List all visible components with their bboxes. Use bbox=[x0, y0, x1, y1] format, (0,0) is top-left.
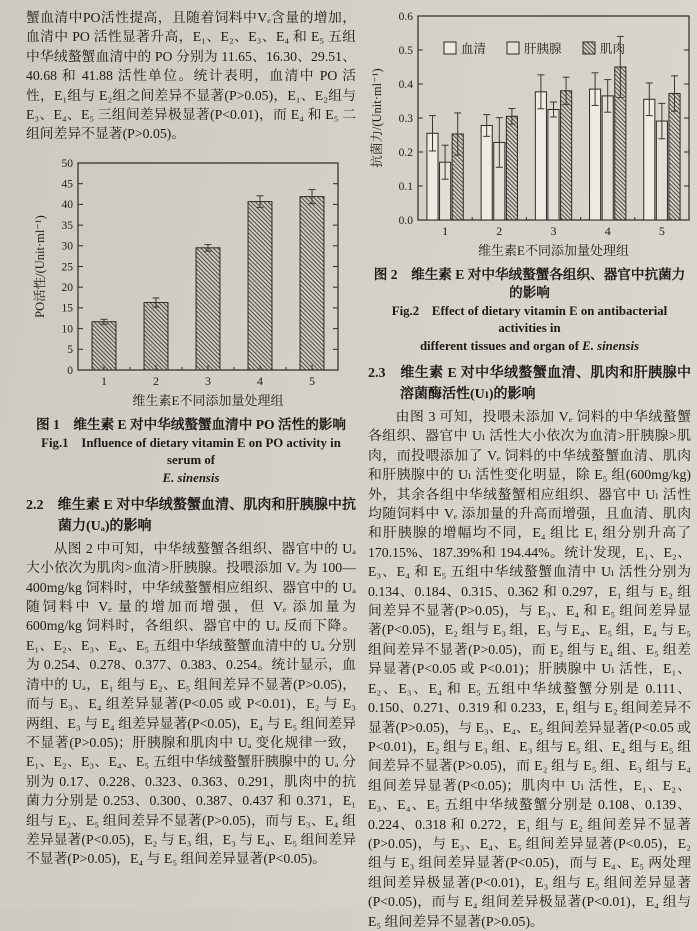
bar bbox=[590, 89, 601, 220]
legend-swatch bbox=[444, 42, 456, 54]
bar bbox=[506, 116, 517, 220]
y-tick-label: 45 bbox=[61, 178, 73, 191]
figure-2 bbox=[368, 8, 691, 355]
y-tick-label: 30 bbox=[61, 240, 73, 253]
bar bbox=[248, 201, 272, 369]
figure2-caption-species: E. sinensis bbox=[582, 339, 640, 353]
figure-1 bbox=[26, 154, 356, 487]
figure2-caption-en-line1: Fig.2 Effect of dietary vitamin E on antibacterial activities in bbox=[391, 304, 668, 335]
y-tick-label: 0.5 bbox=[398, 44, 413, 57]
y-tick-label: 5 bbox=[67, 343, 73, 356]
y-tick-label: 50 bbox=[61, 157, 73, 170]
bar bbox=[644, 99, 655, 220]
figure2-caption-zh: 图 2 维生素 E 对中华绒螯蟹各组织、器官中抗菌力的影响 bbox=[373, 267, 686, 300]
bar bbox=[602, 96, 613, 220]
figure2-caption-en-line2 bbox=[368, 338, 691, 355]
y-tick-label: 15 bbox=[61, 302, 73, 315]
y-tick-label: 0.2 bbox=[398, 146, 413, 159]
section-2-2-heading: 2.2 维生素 E 对中华绒螯蟹血清、肌肉和肝胰腺中抗菌力(Uₐ)的影响 bbox=[26, 497, 356, 534]
bar bbox=[481, 125, 492, 220]
x-axis-label: 维生素E不同添加量处理组 bbox=[132, 392, 284, 408]
x-tick-label: 2 bbox=[496, 224, 503, 238]
section-2-3-heading: 2.3 维生素 E 对中华绒螯蟹血清、肌肉和肝胰腺中溶菌酶活性(Uₗ)的影响 bbox=[368, 366, 691, 402]
section-2-2-body: 从图 2 中可知，中华绒螯蟹各组织、器官中的 Uₐ 大小依次为肌肉>血清>肝胰腺。投喂添加 Vₑ 为 100—400mg/kg 饲料时，中华绒螯蟹相应组织、器官中的 Uₐ 随饲料中 Vₑ 量的增加而增强，但 Vₑ 添加量为 600mg/kg 饲料时，各组织、器官中的 Uₐ 反而下降。E₁、E₂、E₃、E₄、E₅ 五组中华绒螯蟹血清中的 Uₐ 分别为 0.254、0.278、0.377、0.383、0.254。统计显示，血清中的 Uₐ，E₁ 组与 E₂、E₅ 组间差异不显著(P>0.05)，而与 E₃、E₄ 组差异显著(P<0.05 或 P<0.01)，E₂ 与 E₃ 两组、E₃ 与 E₄ 组差异显著(P<0.05)，E₄ 与 E₅ 组间差异不显著(P>0.05)；肝胰腺和肌肉中 Uₐ 变化规律一致，E₁、E₂、E₃、E₄、E₅ 五组中华绒螯蟹肝胰腺中的 Uₐ 分别为 0.17、0.228、0.323、0.363、0.291，肌肉中的抗菌力分别是 0.253、0.300、0.387、0.437 和 0.371，E₁ 组与 E₂、E₅ 组间差异不显著(P>0.05)，而与 E₃、E₄ 组差异显著(P<0.05)，E₂ 与 E₃ 组，E₃ 与 E₄、E₅ 组间差异不显著(P>0.05)，E₄ 与 E₅ 组间差异显著(P<0.05)。 bbox=[26, 540, 356, 867]
x-tick-label: 4 bbox=[604, 224, 611, 238]
section-2-3-body: 由图 3 可知，投喂未添加 Vₑ 饲料的中华绒螯蟹各组织、器官中 Uₗ 活性大小依次为血清>肝胰腺>肌肉，而投喂添加了 Vₑ 饲料的中华绒螯蟹血清、肌肉和肝胰腺中的 Uₗ 活性变化明显，除 E₅ 组(600mg/kg)外，其余各组中华绒螯蟹相应组织、器官中 Uₗ 活性均随饲料中 Vₑ 添加量的升高而增强，且血清、肌肉和肝胰腺的增幅均不同，E₄ 组比 E₁ 组分别升高了 170.15%、187.39%和 194.44%。统计发现，E₁、E₂、E₃、E₄ 和 E₅ 五组中华绒螯蟹血清中 Uₗ 活性分别为 0.134、0.184、0.315、0.362 和 0.297，E₁ 组与 E₂ 组间差异不显著(P>0.05)，与 E₃、E₄ 和 E₅ 组间差异显著(P<0.05)，E₂ 组与 E₃ 组，E₃ 与 E₄、E₅ 组，E₄ 与 E₅ 组间差异不显著(P>0.05)，而 E₂ 组与 E₄ 组、E₅ 组差异显著(P<0.05 或 P<0.01)；肝胰腺中 Uₗ 活性，E₁、E₂、E₃、E₄ 和 E₅ 五组中华绒螯蟹分别是 0.111、0.150、0.271、0.319 和 0.233，E₁ 组与 E₂ 组间差异不显著(P>0.05)，与 E₃、E₄、E₅ 组间差异显著(P<0.05 或 P<0.01)，E₂ 组与 E₃ 组、E₃ 组与 E₅ 组、E₄ 组与 E₅ 组间差异不显著(P>0.05)，而 E₂ 组与 E₅ 组、E₃ 组与 E₄ 组间差异显著(P<0.05)；肌肉中 Uₗ 活性，E₁、E₂、E₃、E₄、E₅ 五组中华绒螯蟹分别是 0.108、0.139、0.224、0.318 和 0.272，E₁ 组与 E₂ 组间差异不显著(P>0.05)，与 E₃、E₄、E₅ 组间差异显著(P<0.05)，E₂ 组与 E₃ 组间差异显著(P<0.05)，而与 E₄、E₅ 两处理组间差异极显著(P<0.01)，E₃ 组与 E₅ 组间差异显著(P<0.05)，而与 E₄ 组间差异极显著(P<0.01)，E₄ 组与 E₅ 组间差异不显著(P>0.05)。 bbox=[368, 409, 691, 929]
figure1-caption-zh: 图 1 维生素 E 对中华绒螯蟹血清中 PO 活性的影响 bbox=[35, 416, 346, 432]
figure1-caption-en: Fig.1 Influence of dietary vitamin E on PO activity in serum of bbox=[41, 435, 341, 467]
legend-swatch bbox=[507, 42, 519, 54]
y-tick-label: 35 bbox=[61, 219, 73, 232]
x-tick-label: 1 bbox=[442, 224, 449, 238]
legend-label: 肌肉 bbox=[600, 42, 626, 56]
y-tick-label: 10 bbox=[61, 323, 73, 336]
x-tick-label: 4 bbox=[257, 373, 263, 388]
y-tick-label: 25 bbox=[61, 261, 73, 274]
figure2-grouped-bar-chart bbox=[368, 8, 697, 262]
intro-paragraph: 蟹血清中PO活性提高，且随着饲料中Vₑ含量的增加，血清中 PO 活性显著升高，E₁、E₂、E₃、E₄ 和 E₅ 五组中华绒螯蟹血清中的 PO 分别为 11.65、16.30、29.51、40.68 和 41.88 活性单位。统计表明，血清中 PO 活性，E₁组与 E₂组之间差异不显著(P>0.05)，E₁、E₂组与 E₃、E₄、E₅ 三组间差异极显著(P<0.01)，而 E₄ 和 E₅ 二组间差异不显著(P>0.05)。 bbox=[26, 10, 356, 142]
right-column bbox=[368, 8, 691, 929]
bar bbox=[144, 302, 168, 369]
figure1-bar-chart bbox=[31, 154, 351, 412]
legend-label: 血清 bbox=[461, 42, 487, 56]
legend-label: 肝胰腺 bbox=[524, 42, 562, 56]
bar bbox=[196, 248, 220, 370]
y-tick-label: 0.3 bbox=[398, 112, 413, 125]
legend-swatch bbox=[583, 42, 595, 54]
y-tick-label: 0.4 bbox=[398, 78, 413, 91]
y-axis-label: 抗菌力/(Unit·ml⁻¹) bbox=[370, 68, 384, 168]
x-tick-label: 3 bbox=[550, 224, 557, 238]
x-axis-label: 维生素E不同添加量处理组 bbox=[478, 243, 629, 258]
x-tick-label: 2 bbox=[153, 373, 159, 388]
bar bbox=[92, 322, 116, 370]
y-tick-label: 40 bbox=[61, 199, 73, 212]
figure1-caption-species: E. sinensis bbox=[162, 470, 220, 485]
y-axis-label: PO活性/(Unit·ml⁻¹) bbox=[33, 214, 47, 318]
y-tick-label: 20 bbox=[61, 281, 73, 294]
y-tick-label: 0.1 bbox=[398, 180, 413, 193]
x-tick-label: 1 bbox=[101, 373, 107, 388]
bar bbox=[669, 94, 680, 220]
y-tick-label: 0.0 bbox=[398, 214, 413, 227]
bar bbox=[535, 92, 546, 220]
bar bbox=[548, 110, 559, 221]
x-tick-label: 3 bbox=[205, 373, 211, 388]
bar bbox=[300, 196, 324, 369]
x-tick-label: 5 bbox=[658, 224, 665, 238]
left-column bbox=[26, 8, 356, 910]
y-tick-label: 0.6 bbox=[398, 10, 413, 23]
bar bbox=[561, 91, 572, 220]
x-tick-label: 5 bbox=[309, 373, 315, 388]
y-tick-label: 0 bbox=[67, 364, 73, 377]
figure2-caption-en-line2-prefix: different tissues and organ of bbox=[419, 339, 583, 353]
